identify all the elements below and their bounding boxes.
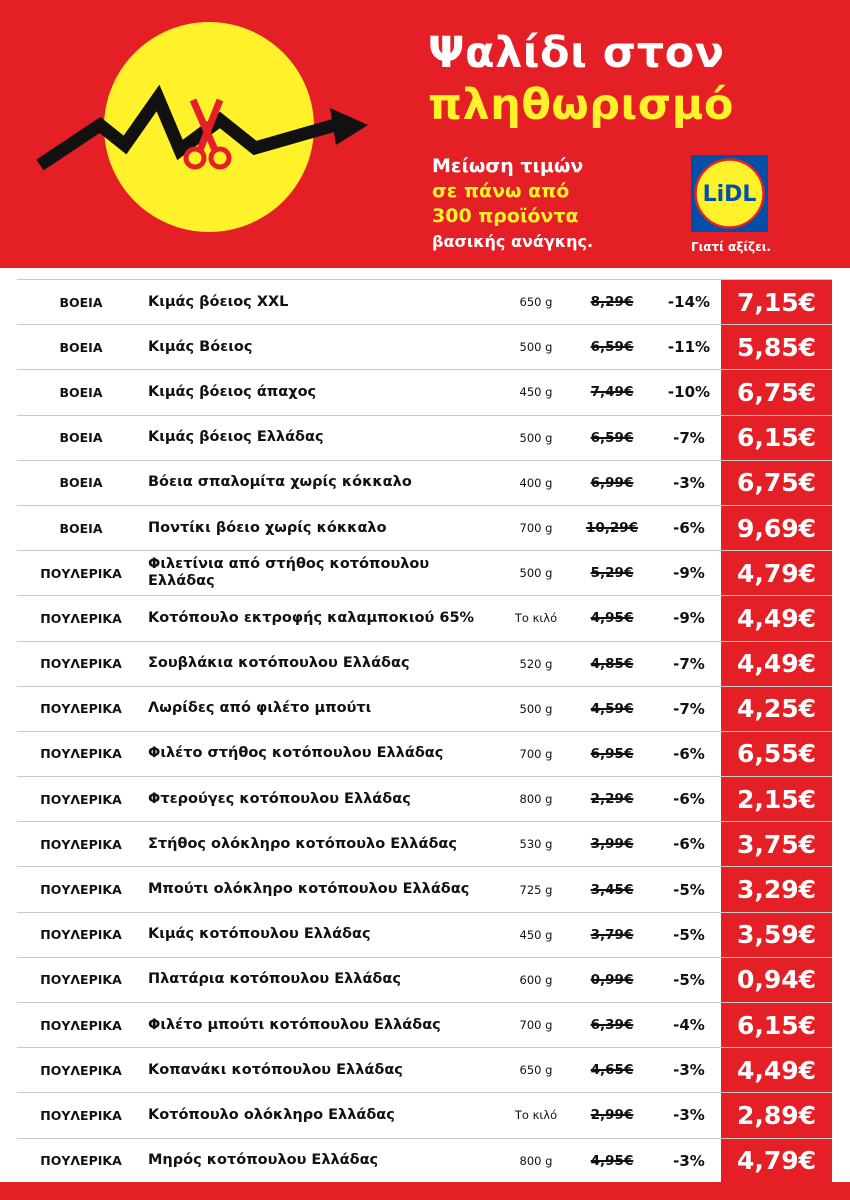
category-cell: ΠΟΥΛΕΡΙΚΑ	[40, 927, 122, 943]
quantity-cell: 500 g	[519, 701, 553, 716]
category-cell: ΠΟΥΛΕΡΙΚΑ	[40, 656, 122, 672]
quantity-cell: 600 g	[519, 972, 553, 987]
product-name-cell: Κιμάς βόειος άπαχος	[148, 383, 317, 400]
new-price-cell: 0,94€	[721, 958, 832, 1002]
quantity-cell: 700 g	[519, 521, 553, 536]
category-cell: ΠΟΥΛΕΡΙΚΑ	[40, 791, 122, 807]
category-cell: ΠΟΥΛΕΡΙΚΑ	[40, 1153, 122, 1169]
quantity-cell: Το κιλό	[514, 1108, 558, 1123]
product-name-cell: Λωρίδες από φιλέτο μπούτι	[148, 700, 372, 717]
discount-cell: -3%	[673, 1106, 705, 1125]
product-name-cell: Κοπανάκι κοτόπουλου Ελλάδας	[148, 1061, 403, 1078]
discount-cell: -6%	[673, 790, 705, 809]
table-row	[17, 1003, 832, 1048]
new-price-cell: 3,29€	[721, 867, 832, 911]
discount-cell: -9%	[673, 564, 705, 583]
old-price-cell: 8,29€	[590, 294, 634, 311]
product-name-cell: Κιμάς βόειος Ελλάδας	[148, 429, 324, 446]
table-row	[17, 461, 832, 506]
headline-line1: Ψαλίδι στον	[428, 28, 725, 78]
new-price-cell: 4,49€	[721, 596, 832, 640]
category-cell: ΠΟΥΛΕΡΙΚΑ	[40, 972, 122, 988]
discount-cell: -9%	[673, 609, 705, 628]
category-cell: ΠΟΥΛΕΡΙΚΑ	[40, 882, 122, 898]
category-cell: ΒΟΕΙΑ	[59, 475, 103, 491]
discount-cell: -3%	[673, 473, 705, 492]
old-price-cell: 6,39€	[590, 1017, 634, 1034]
table-row	[17, 416, 832, 461]
table-row	[17, 506, 832, 551]
old-price-cell: 6,99€	[590, 474, 634, 491]
old-price-cell: 2,29€	[590, 791, 634, 808]
subtitle-line3: 300 προϊόντα	[432, 205, 579, 227]
table-row	[17, 596, 832, 641]
category-cell: ΠΟΥΛΕΡΙΚΑ	[40, 1017, 122, 1033]
quantity-cell: 500 g	[519, 340, 553, 355]
product-name-cell: Φιλέτο στήθος κοτόπουλου Ελλάδας	[148, 745, 444, 762]
quantity-cell: 800 g	[519, 1153, 553, 1168]
subtitle-line1: Μείωση τιμών	[432, 155, 584, 177]
quantity-cell: 650 g	[519, 295, 553, 310]
discount-cell: -4%	[673, 1016, 705, 1035]
table-row	[17, 642, 832, 687]
table-row	[17, 551, 832, 596]
subtitle-line2: σε πάνω από	[432, 180, 570, 202]
category-cell: ΠΟΥΛΕΡΙΚΑ	[40, 701, 122, 717]
quantity-cell: 450 g	[519, 385, 553, 400]
category-cell: ΒΟΕΙΑ	[59, 384, 103, 400]
old-price-cell: 4,95€	[590, 610, 634, 627]
quantity-cell: 400 g	[519, 475, 553, 490]
category-cell: ΠΟΥΛΕΡΙΚΑ	[40, 1107, 122, 1123]
old-price-cell: 6,59€	[590, 429, 634, 446]
product-name-cell: Κοτόπουλο ολόκληρο Ελλάδας	[148, 1106, 395, 1123]
new-price-cell: 6,15€	[721, 416, 832, 460]
quantity-cell: 500 g	[519, 566, 553, 581]
new-price-cell: 4,79€	[721, 1139, 832, 1183]
product-name-cell: Φιλέτο μπούτι κοτόπουλου Ελλάδας	[148, 1016, 441, 1033]
new-price-cell: 7,15€	[721, 280, 832, 324]
category-cell: ΒΟΕΙΑ	[59, 294, 103, 310]
discount-cell: -11%	[667, 338, 711, 357]
old-price-cell: 0,99€	[590, 971, 634, 988]
product-name-cell: Βόεια σπαλομίτα χωρίς κόκκαλο	[148, 474, 412, 491]
discount-cell: -5%	[673, 970, 705, 989]
table-row	[17, 777, 832, 822]
old-price-cell: 10,29€	[585, 520, 639, 537]
table-row	[17, 279, 832, 325]
category-cell: ΒΟΕΙΑ	[59, 520, 103, 536]
discount-cell: -3%	[673, 1061, 705, 1080]
category-cell: ΠΟΥΛΕΡΙΚΑ	[40, 746, 122, 762]
new-price-cell: 5,85€	[721, 325, 832, 369]
discount-cell: -7%	[673, 428, 705, 447]
quantity-cell: 700 g	[519, 746, 553, 761]
new-price-cell: 6,75€	[721, 370, 832, 414]
new-price-cell: 3,75€	[721, 822, 832, 866]
discount-cell: -6%	[673, 744, 705, 763]
old-price-cell: 3,79€	[590, 926, 634, 943]
old-price-cell: 5,29€	[590, 565, 634, 582]
category-cell: ΒΟΕΙΑ	[59, 430, 103, 446]
old-price-cell: 3,45€	[590, 881, 634, 898]
category-cell: ΒΟΕΙΑ	[59, 339, 103, 355]
category-cell: ΠΟΥΛΕΡΙΚΑ	[40, 565, 122, 581]
new-price-cell: 2,89€	[721, 1093, 832, 1137]
product-name-cell: Μπούτι ολόκληρο κοτόπουλου Ελλάδας	[148, 881, 470, 898]
table-row	[17, 867, 832, 912]
product-name-cell: Κοτόπουλο εκτροφής καλαμποκιού 65%	[148, 609, 475, 626]
old-price-cell: 3,99€	[590, 836, 634, 853]
category-cell: ΠΟΥΛΕΡΙΚΑ	[40, 836, 122, 852]
promo-header	[0, 0, 850, 268]
category-cell: ΠΟΥΛΕΡΙΚΑ	[40, 1062, 122, 1078]
discount-cell: -7%	[673, 699, 705, 718]
old-price-cell: 4,65€	[590, 1062, 634, 1079]
category-cell: ΠΟΥΛΕΡΙΚΑ	[40, 610, 122, 626]
new-price-cell: 3,59€	[721, 913, 832, 957]
lidl-slogan: Γιατί αξίζει.	[690, 240, 772, 254]
old-price-cell: 6,59€	[590, 339, 634, 356]
quantity-cell: 530 g	[519, 837, 553, 852]
product-name-cell: Σουβλάκια κοτόπουλου Ελλάδας	[148, 655, 410, 672]
old-price-cell: 4,59€	[590, 700, 634, 717]
quantity-cell: 500 g	[519, 430, 553, 445]
new-price-cell: 6,55€	[721, 732, 832, 776]
discount-cell: -6%	[673, 835, 705, 854]
headline-line2: πληθωρισμό	[428, 80, 734, 130]
quantity-cell: Το κιλό	[514, 611, 558, 626]
quantity-cell: 700 g	[519, 1018, 553, 1033]
new-price-cell: 6,15€	[721, 1003, 832, 1047]
product-name-cell: Κιμάς Βόειος	[148, 338, 253, 355]
product-name-cell: Φτερούγες κοτόπουλου Ελλάδας	[148, 790, 411, 807]
quantity-cell: 725 g	[519, 882, 553, 897]
price-table	[17, 279, 832, 1184]
new-price-cell: 4,49€	[721, 1048, 832, 1092]
old-price-cell: 6,95€	[590, 745, 634, 762]
product-name-cell: Κιμάς κοτόπουλου Ελλάδας	[148, 926, 371, 943]
table-row	[17, 822, 832, 867]
table-row	[17, 732, 832, 777]
discount-cell: -3%	[673, 1151, 705, 1170]
quantity-cell: 800 g	[519, 792, 553, 807]
quantity-cell: 650 g	[519, 1063, 553, 1078]
table-row	[17, 1093, 832, 1138]
lidl-logo	[691, 155, 768, 232]
table-row	[17, 1048, 832, 1093]
new-price-cell: 6,75€	[721, 461, 832, 505]
zigzag-arrow-scissors-icon	[30, 70, 380, 200]
lidl-logo-text: LiDL	[702, 182, 757, 207]
product-name-cell: Στήθος ολόκληρο κοτόπουλο Ελλάδας	[148, 835, 457, 852]
new-price-cell: 4,79€	[721, 551, 832, 595]
subtitle-line4: βασικής ανάγκης.	[432, 232, 594, 251]
discount-cell: -14%	[667, 293, 711, 312]
new-price-cell: 2,15€	[721, 777, 832, 821]
bottom-red-bar	[0, 1182, 850, 1200]
table-row	[17, 913, 832, 958]
discount-cell: -6%	[673, 519, 705, 538]
old-price-cell: 4,85€	[590, 655, 634, 672]
old-price-cell: 2,99€	[590, 1107, 634, 1124]
new-price-cell: 4,49€	[721, 642, 832, 686]
table-row	[17, 687, 832, 732]
new-price-cell: 9,69€	[721, 506, 832, 550]
quantity-cell: 520 g	[519, 656, 553, 671]
table-row	[17, 325, 832, 370]
discount-cell: -5%	[673, 880, 705, 899]
discount-cell: -5%	[673, 925, 705, 944]
old-price-cell: 7,49€	[590, 384, 634, 401]
table-row	[17, 1139, 832, 1184]
quantity-cell: 450 g	[519, 927, 553, 942]
table-row	[17, 958, 832, 1003]
discount-cell: -10%	[667, 383, 711, 402]
product-name-cell: Κιμάς βόειος XXL	[148, 293, 289, 310]
table-row	[17, 370, 832, 415]
product-name-cell: Ποντίκι βόειο χωρίς κόκκαλο	[148, 519, 387, 536]
discount-cell: -7%	[673, 654, 705, 673]
old-price-cell: 4,95€	[590, 1152, 634, 1169]
product-name-cell: Πλατάρια κοτόπουλου Ελλάδας	[148, 971, 401, 988]
product-name-cell: Φιλετίνια από στήθος κοτόπουλου Ελλάδας	[148, 556, 430, 590]
product-name-cell: Μηρός κοτόπουλου Ελλάδας	[148, 1152, 379, 1169]
new-price-cell: 4,25€	[721, 687, 832, 731]
